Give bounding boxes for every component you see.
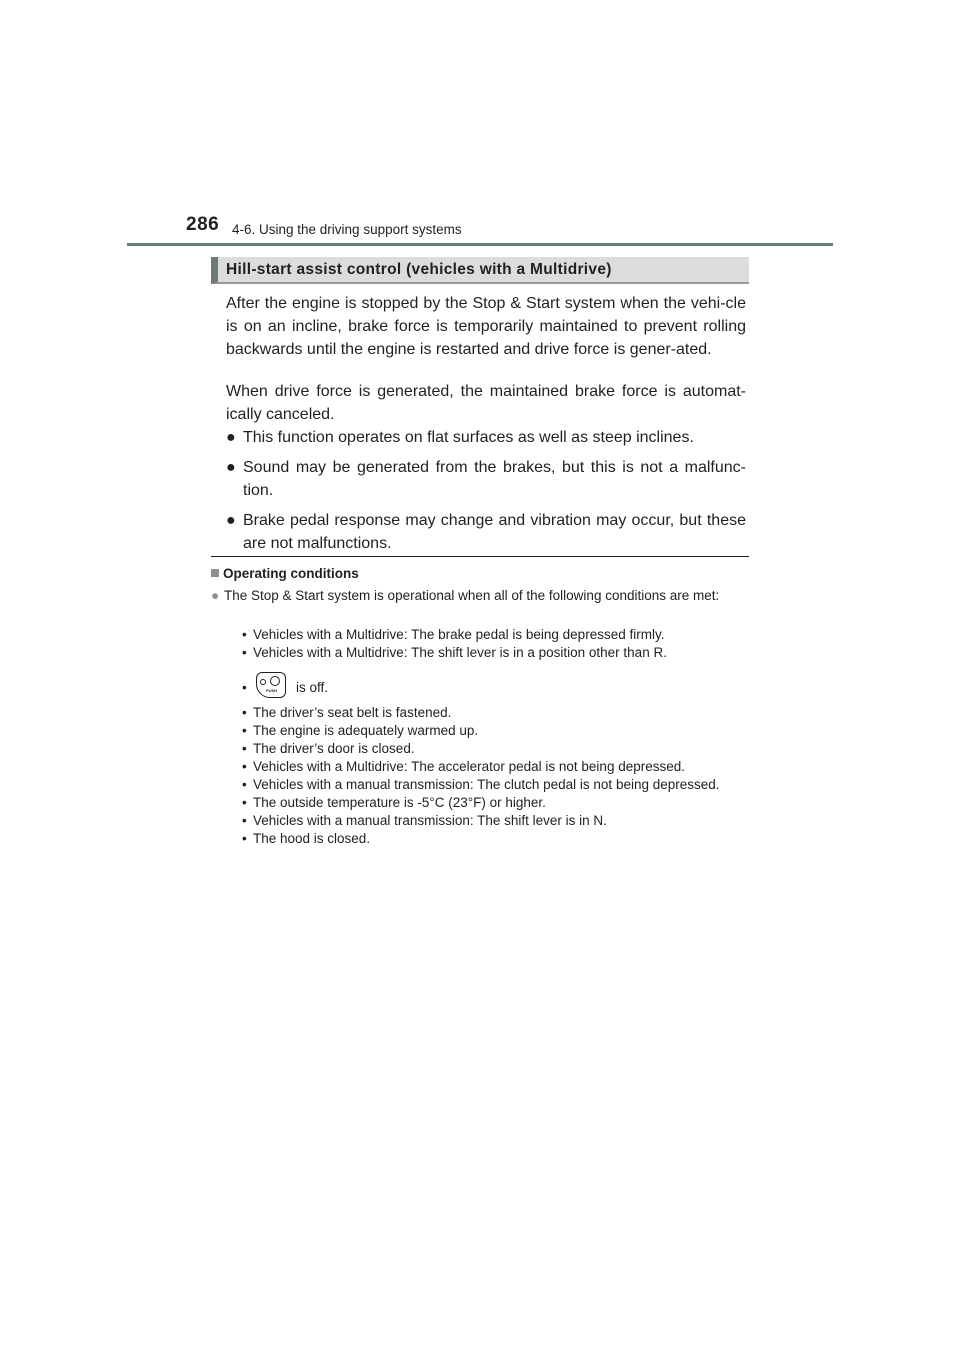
bullet-icon: ● (226, 512, 236, 529)
conditions-intro (211, 587, 749, 604)
list-item (242, 812, 746, 830)
square-icon (211, 569, 219, 577)
dot-icon: • (242, 680, 247, 695)
list-item-text: Vehicles with a Multidrive: The accelerator pedal is not being depressed. (253, 759, 685, 774)
list-item (242, 830, 746, 848)
list-item (242, 740, 746, 758)
bullet-icon: ● (211, 588, 220, 603)
list-item (226, 426, 746, 449)
list-item-text: Vehicles with a manual transmission: The clutch pedal is not being depressed. (253, 777, 720, 792)
bullet-icon: ● (226, 429, 236, 446)
dot-icon: • (242, 813, 247, 828)
list-item-text: The engine is adequately warmed up. (253, 723, 479, 738)
icon-condition-text: is off. (296, 680, 329, 695)
conditions-list-b (242, 704, 746, 848)
divider (211, 556, 749, 557)
indicator-led (260, 679, 266, 685)
list-item-text: Vehicles with a Multidrive: The shift lever is in a position other than R. (253, 645, 667, 660)
bullet-icon: ● (226, 459, 236, 476)
switch-label: PUSH (266, 688, 278, 693)
list-item (242, 776, 746, 794)
list-item (242, 794, 746, 812)
list-item-text: Brake pedal response may change and vibration may occur, but these are not malfunctions. (243, 512, 746, 552)
list-item (242, 704, 746, 722)
list-item (242, 758, 746, 776)
list-item-text: The driver’s door is closed. (253, 741, 415, 756)
section-heading: Hill-start assist control (vehicles with a Multidrive) (226, 261, 612, 278)
section-heading-box (211, 257, 749, 284)
section-title: 4-6. Using the driving support systems (232, 222, 462, 237)
dot-icon: • (242, 831, 247, 846)
dot-icon: • (242, 723, 247, 738)
dot-icon: • (242, 741, 247, 756)
list-item-text: The driver’s seat belt is fastened. (253, 705, 452, 720)
switch-symbol (270, 676, 280, 686)
list-item (226, 456, 746, 502)
list-item (242, 626, 746, 644)
conditions-intro-text: The Stop & Start system is operational when all of the following conditions are met: (224, 588, 720, 603)
dot-icon: • (242, 777, 247, 792)
list-item-text: Vehicles with a Multidrive: The brake pedal is being depressed firmly. (253, 627, 665, 642)
list-item-text: This function operates on flat surfaces as well as steep inclines. (243, 429, 694, 446)
list-item (242, 644, 746, 662)
list-item-text: Vehicles with a manual transmission: The shift lever is in N. (253, 813, 607, 828)
paragraph-2: When drive force is generated, the maintained brake force is automat-ically canceled. (226, 383, 746, 423)
stop-start-cancel-switch-icon (256, 672, 286, 698)
header-rule (127, 243, 833, 246)
dot-icon: • (242, 627, 247, 642)
dot-icon: • (242, 759, 247, 774)
list-item-text: The hood is closed. (253, 831, 371, 846)
conditions-heading (211, 566, 359, 581)
paragraph-1: After the engine is stopped by the Stop & Start system when the vehi-cle is on an incline, brake force is temporarily maintained to prevent rolling backwards until the engine is restarted and drive force is gener-ated. (226, 295, 746, 358)
bullet-list (226, 426, 746, 562)
conditions-title: Operating conditions (223, 566, 359, 581)
list-item-text: Sound may be generated from the brakes, but this is not a malfunc-tion. (243, 459, 746, 499)
list-item-text: The outside temperature is -5°C (23°F) or higher. (253, 795, 546, 810)
list-item (226, 509, 746, 555)
conditions-list-a (242, 626, 746, 662)
page-number: 286 (186, 214, 220, 235)
dot-icon: • (242, 795, 247, 810)
list-item (242, 722, 746, 740)
dot-icon: • (242, 705, 247, 720)
dot-icon: • (242, 645, 247, 660)
